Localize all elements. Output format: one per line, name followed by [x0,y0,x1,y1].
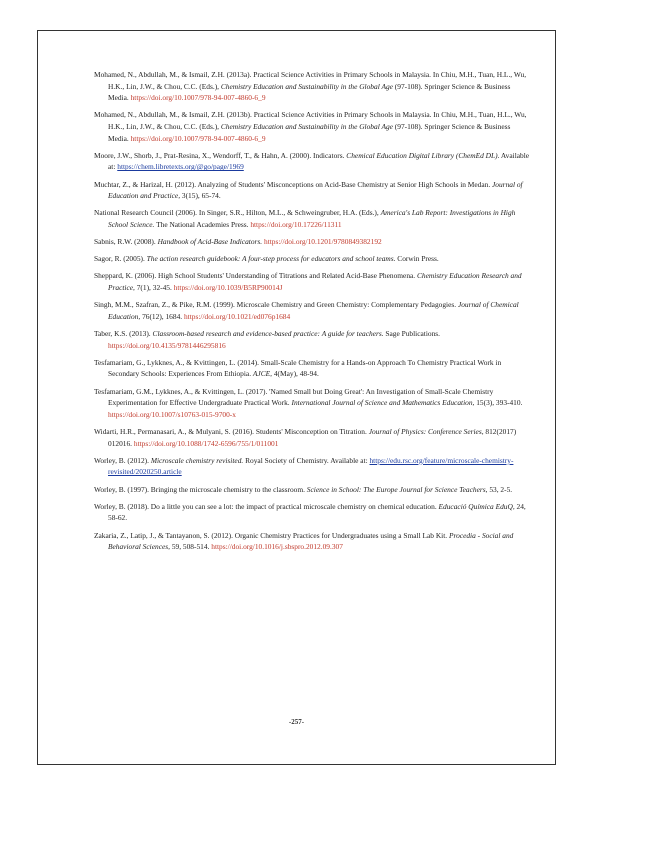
reference-entry [94,179,530,202]
reference-text: Moore, J.W., Shorb, J., Prat-Resina, X., Wendorff, T., & Hahn, A. (2000). Indicators. [94,150,347,160]
reference-text: Sage Publications. [383,329,441,339]
reference-text: (97-108). Springer Science & Business Media. [108,81,511,103]
reference-link[interactable]: https://doi.org/10.1088/1742-6596/755/1/011001 [133,438,279,448]
reference-text: Widarti, H.R., Permanasari, A., & Mulyani, S. (2016). Students' Misconception on Titration. [94,426,369,436]
reference-link[interactable]: https://doi.org/10.1201/9780849382192 [264,237,382,247]
reference-text: 53, 2-5. [487,484,513,494]
reference-source: Chemistry Education Research and Practice, [108,271,522,293]
reference-source: Educació Química EduQ, [438,501,515,511]
reference-link[interactable]: https://edu.rsc.org/feature/microscale-chemistry-revisited/2020250.article [108,455,514,477]
reference-source: Classroom-based research and evidence-based practice: A guide for teachers. [152,329,384,339]
reference-text: Mohamed, N., Abdullah, M., & Ismail, Z.H. (2013b). Practical Science Activities in Primary Schools in Malaysia. In Chiu, M.H., Tuan, H.L., Wu, H.K., Lin, J.W., & Chou, C.C. (Eds.), [94,110,527,131]
reference-source: Chemistry Education and Sustainability in the Global Age [220,81,393,91]
reference-text: Sagor, R. (2005). [94,254,147,264]
reference-entry [94,501,530,524]
reference-source: AJCE, [252,369,273,379]
reference-source: Journal of Chemical Education, [108,300,519,321]
reference-text: Royal Society of Chemistry. Available at: [243,455,370,465]
reference-entry [94,236,530,248]
document-page [37,30,556,765]
reference-text: Muchtar, Z., & Harizal, H. (2012). Analyzing of Students' Misconceptions on Acid-Base Chemistry at Senior High Schools in Medan. [94,179,493,189]
reference-text: Available at: [108,150,530,172]
reference-entry [94,69,530,104]
reference-link[interactable]: https://chem.libretexts.org/@go/page/1969 [117,162,244,172]
reference-source: The action research guidebook: A four-step process for educators and school teams. [146,254,396,264]
reference-text: (97-108). Springer Science & Business Media. [108,121,511,143]
reference-text: National Research Council (2006). In Singer, S.R., Hilton, M.L., & Schweingruber, H.A. (Eds.), [94,208,381,218]
reference-text: 3(15), 65-74. [180,191,221,201]
page-number: -257- [288,718,305,726]
reference-source: Science in School: The Europe Journal for Science Teachers, [306,484,488,494]
reference-entry [94,530,530,553]
reference-entry [94,357,530,380]
reference-text: 7(1), 32-45. [134,283,174,293]
reference-source: Journal of Education and Practice, [108,179,523,201]
reference-text: 59, 508-514. [169,542,212,552]
reference-text: 4(May), 48-94. [272,369,319,379]
reference-text: Singh, M.M., Szafran, Z., & Pike, R.M. (1999). Microscale Chemistry and Green Chemistry: Complementary Pedagogies. [94,300,458,310]
reference-text: Mohamed, N., Abdullah, M., & Ismail, Z.H. (2013a). Practical Science Activities in Primary Schools in Malaysia. In Chiu, M.H., Tuan, H.L., Wu, H.K., Lin, J.W., & Chou, C.C. (Eds.), [94,70,527,91]
reference-entry [94,386,530,421]
reference-text: Zakaria, Z., Latip, J., & Tantayanon, S. (2012). Organic Chemistry Practices for Undergraduates using a Small Lab Kit. [94,530,449,540]
reference-text: 812(2017) 012016. [108,426,517,448]
reference-list [94,69,530,558]
reference-link[interactable]: https://doi.org/10.17226/11311 [250,219,342,229]
reference-text: Worley, B. (2018). Do a little you can see a lot: the impact of practical microscale chemistry on chemical education. [94,501,439,511]
reference-link[interactable]: https://doi.org/10.1016/j.sbspro.2012.09.307 [211,542,343,552]
reference-entry [94,270,530,293]
reference-text: Tesfamariam, G.M., Lykknes, A., & Kvittingen, L. (2017). 'Named Small but Doing Great': An Investigation of Small-Scale Chemistry Experimentation for Effective Undergraduate Practical Work. [94,386,494,408]
reference-source: America's Lab Report: Investigations in High School Science. [108,208,516,229]
reference-text: The National Academies Press. [154,219,251,229]
reference-source: Microscale chemistry revisited. [150,455,244,465]
reference-link[interactable]: https://doi.org/10.1007/s10763-015-9700-x [108,409,236,419]
reference-source: Procedia - Social and Behavioral Sciences, [108,530,514,552]
reference-text: Corwin Press. [395,254,439,264]
reference-entry [94,426,530,449]
reference-entry [94,484,530,496]
reference-entry [94,150,530,173]
reference-source: Chemistry Education and Sustainability in the Global Age [220,121,393,131]
reference-entry [94,207,530,230]
reference-link[interactable]: https://doi.org/10.1039/B5RP90014J [173,283,283,293]
reference-link[interactable]: https://doi.org/10.1007/978-94-007-4860-6_9 [130,93,266,103]
reference-text: 15(3), 393-410. [474,398,523,408]
reference-text: Worley, B. (2012). [94,455,151,465]
reference-text: Sabnis, R.W. (2008). [94,237,158,247]
reference-text: 24, 58-62. [108,501,526,523]
reference-text: Tesfamariam, G., Lykknes, A., & Kvittingen, L. (2014). Small-Scale Chemistry for a Hands-on Approach To Chemistry Practical Work in Secondary Schools: Experiences From Ethiopia. [94,357,502,379]
reference-link[interactable]: https://doi.org/10.1021/ed076p1684 [183,311,291,321]
reference-link[interactable]: https://doi.org/10.4135/9781446295816 [108,340,226,350]
reference-text: Sheppard, K. (2006). High School Students' Understanding of Titrations and Related Acid-Base Phenomena. [94,271,417,281]
reference-text: Worley, B. (1997). Bringing the microscale chemistry to the classroom. [94,484,307,494]
reference-text: 76(12), 1684. [140,311,184,321]
reference-source: Handbook of Acid-Base Indicators. [157,237,263,247]
reference-source: Journal of Physics: Conference Series, [368,426,484,436]
reference-link[interactable]: https://doi.org/10.1007/978-94-007-4860-6_9 [130,133,266,143]
reference-source: Chemical Education Digital Library (ChemEd DL). [346,150,500,160]
reference-entry [94,455,530,478]
reference-entry [94,328,530,351]
reference-source: International Journal of Science and Mathematics Education, [291,398,475,408]
reference-entry [94,253,530,265]
reference-entry [94,109,530,144]
reference-text: Taber, K.S. (2013). [94,329,153,339]
reference-entry [94,299,530,322]
